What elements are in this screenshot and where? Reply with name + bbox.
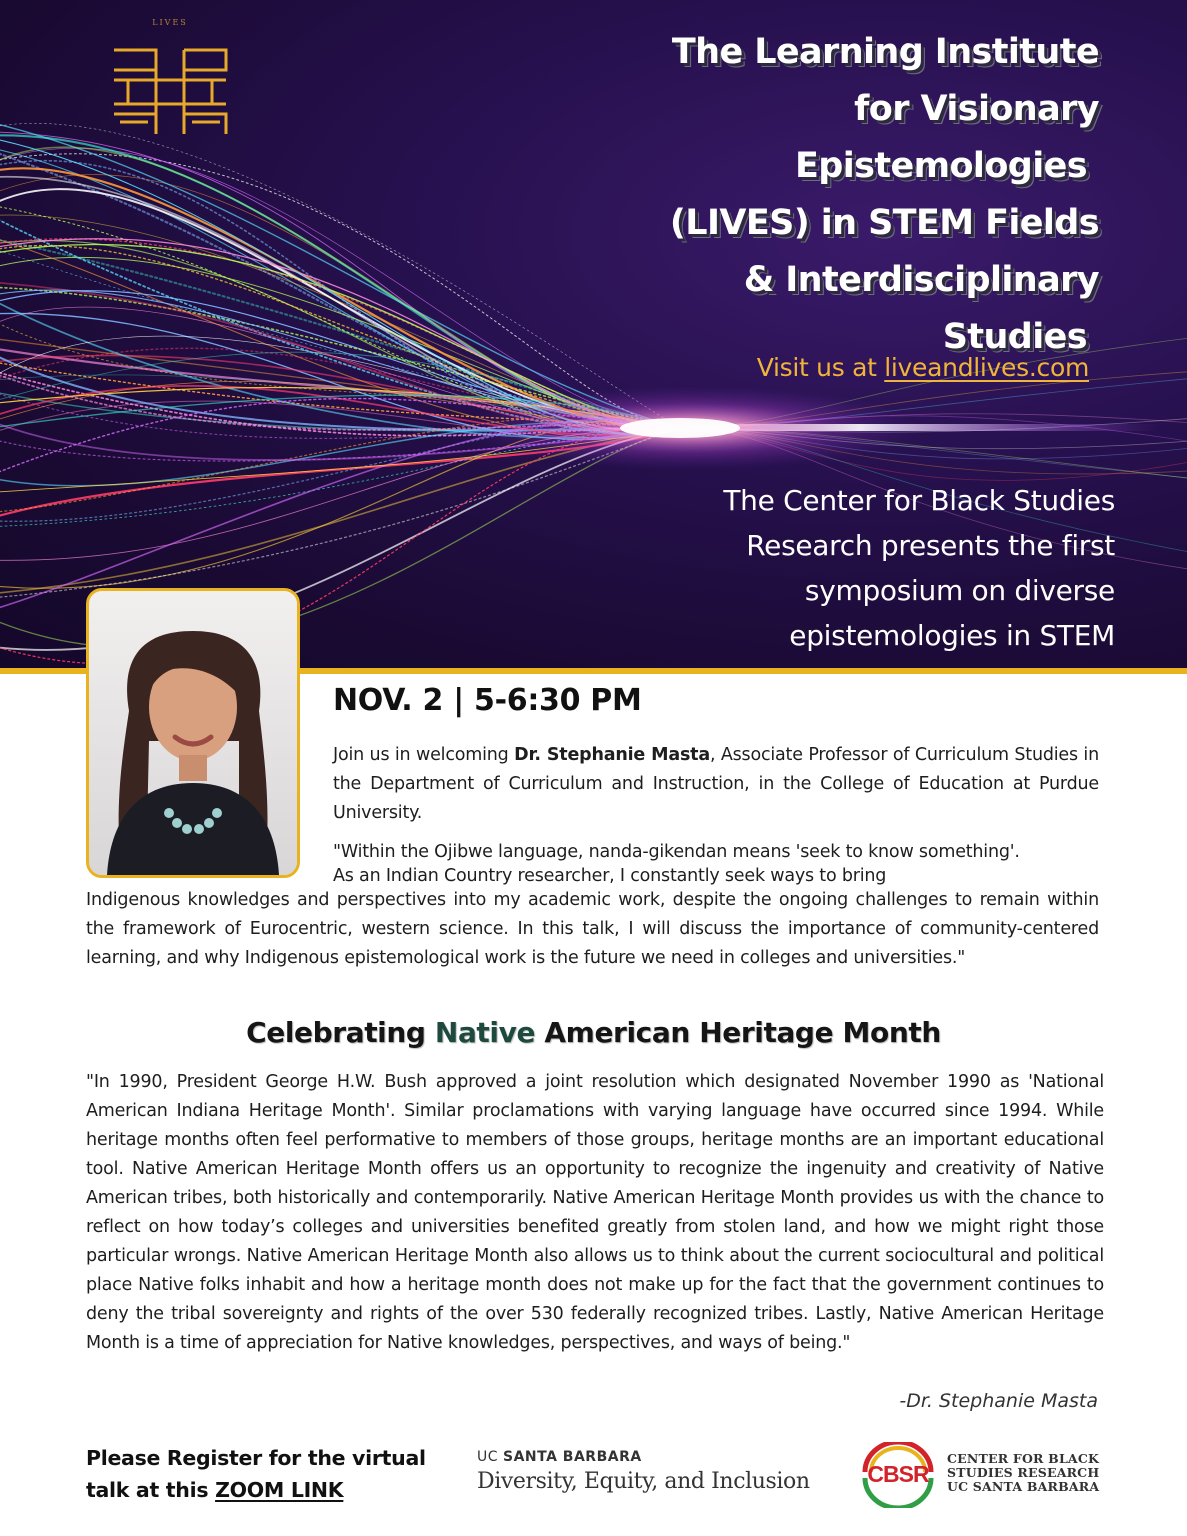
visit-prefix: Visit us at: [756, 353, 877, 382]
lives-logo: [100, 18, 240, 148]
heading-suffix: American Heritage Month: [535, 1016, 941, 1049]
ucsb-name: SANTA BARBARA: [502, 1449, 642, 1465]
heading-native: Native: [434, 1016, 536, 1049]
register-line-1: Please Register for the virtual: [86, 1446, 426, 1470]
register-line-2-prefix: talk at this: [86, 1478, 216, 1502]
hero-banner: [0, 0, 1187, 668]
speaker-portrait: [89, 591, 297, 875]
heritage-paragraph: "In 1990, President George H.W. Bush approved a joint resolution which designated November 1990 as 'National American Indiana Heritage Month'. Similar proclamations with varying language have occurred since 1994. While heritage months often feel performative to members of those groups, heritage months are an important educational tool. Native American Heritage Month offers us an opportunity to recognize the ingenuity and creativity of Native American tribes, both historically and contemporarily. Native American Heritage Month provides us with the chance to reflect on how today’s colleges and universities benefited greatly from stolen land, and how we might right those particular wrongs. Native American Heritage Month also allows us to think about the current sociocultural and political place Native folks inhabit and how a heritage month does not make up for the fact that the government continues to deny the tribal sovereignty and rights of the over 530 federally recognized tribes. Lastly, Native American Heritage Month is a time of appreciation for Native knowledges, perspectives, and ways of being.": [86, 1072, 1104, 1353]
register-text: [86, 1442, 426, 1506]
ucsb-dei-logo: [477, 1449, 810, 1494]
presents-text: [595, 478, 1115, 658]
cbsr-abbrev: CBSR: [867, 1461, 929, 1487]
title-line: The Learning Institute: [671, 32, 1099, 72]
speaker-quote: [86, 838, 1099, 973]
intro-prefix: Join us in welcoming: [333, 745, 509, 765]
quote-line-2: As an Indian Country researcher, I constantly seek ways to bring: [333, 866, 887, 886]
event-date: NOV. 2 | 5-6:30 PM: [333, 683, 642, 718]
presents-line: symposium on diverse: [804, 574, 1115, 607]
cbsr-mark-icon: [855, 1442, 941, 1508]
cbsr-logo: [855, 1440, 1105, 1510]
presents-line: epistemologies in STEM: [789, 619, 1115, 652]
logo-top-lettering: LIVES: [152, 18, 188, 27]
lives-logo-mark: [100, 18, 240, 148]
intro-paragraph: [333, 741, 1099, 828]
register-line-2: [86, 1474, 426, 1506]
presents-line: The Center for Black Studies: [723, 484, 1115, 517]
quote-line-1: "Within the Ojibwe language, nanda-gikendan means 'seek to know something'.: [333, 842, 1020, 862]
presents-line: Research presents the first: [746, 529, 1115, 562]
heritage-heading: [0, 1016, 1187, 1049]
cbsr-line: UC SANTA BARBARA: [947, 1479, 1100, 1494]
website-link[interactable]: liveandlives.com: [884, 353, 1089, 382]
visit-line: [757, 353, 1089, 382]
zoom-link[interactable]: ZOOM LINK: [215, 1478, 344, 1502]
intro-suffix: , Associate Professor of Curriculum Studies in the Department of Curriculum and Instruction, in the College of Education at Purdue University.: [333, 745, 1099, 823]
title-line: & Interdisciplinary: [743, 260, 1099, 300]
ucsb-wordmark: [477, 1449, 810, 1465]
title-line: for Visionary: [854, 89, 1099, 129]
speaker-photo: [86, 588, 300, 878]
heading-prefix: Celebrating: [246, 1016, 435, 1049]
cbsr-line: CENTER FOR BLACK: [947, 1451, 1100, 1466]
cbsr-line: STUDIES RESEARCH: [947, 1465, 1100, 1480]
title-line: Studies: [942, 317, 1087, 357]
speaker-name: Dr. Stephanie Masta: [514, 745, 710, 765]
quote-attribution: -Dr. Stephanie Masta: [899, 1390, 1098, 1412]
ucsb-department: Diversity, Equity, and Inclusion: [477, 1469, 810, 1494]
quote-rest: Indigenous knowledges and perspectives into my academic work, despite the ongoing challenges to remain within the framework of Eurocentric, western science. In this talk, I will discuss the importance of community-centered learning, and why Indigenous epistemological work is the future we need in colleges and universities.": [86, 890, 1099, 968]
cbsr-text: [947, 1452, 1099, 1494]
title-line: (LIVES) in STEM Fields: [669, 203, 1099, 243]
title-line: Epistemologies: [794, 146, 1087, 186]
institute-title: [539, 24, 1099, 366]
ucsb-prefix: UC: [477, 1449, 503, 1465]
